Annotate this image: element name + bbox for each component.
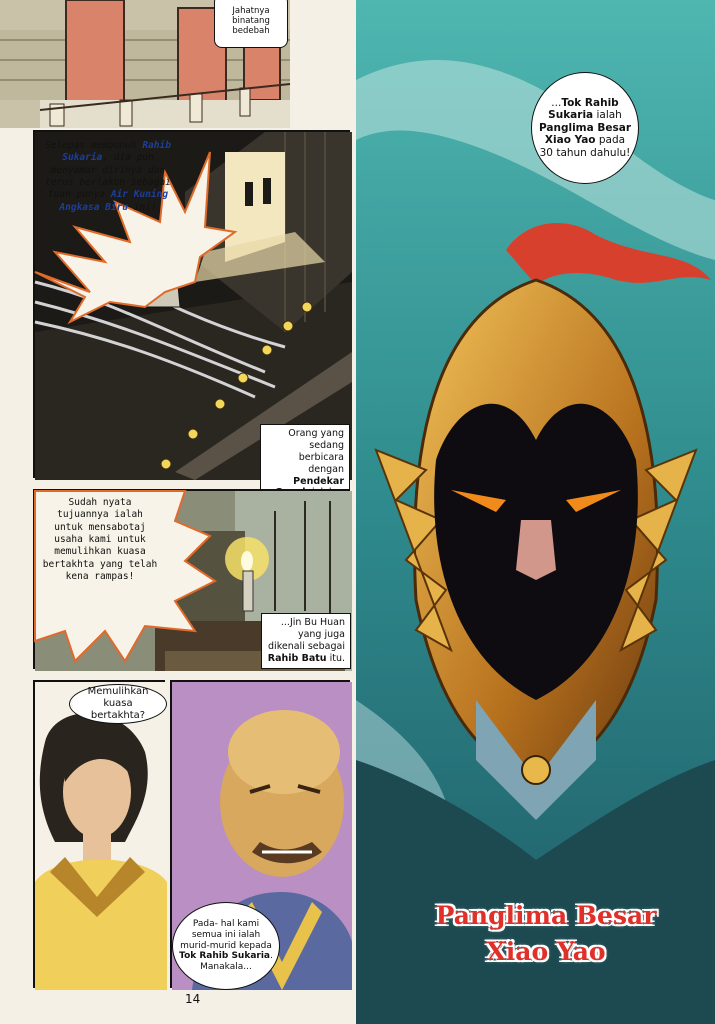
panel-shrine [33,489,350,669]
caption-text: Orang yang sedang berbicara dengan [288,428,344,475]
panel-young-hero [33,680,165,988]
narration-text: ini! [128,201,157,213]
narration-text: Selepas membunuh [45,140,137,151]
panel-corridor [33,130,350,487]
bubble-name: Tok Rahib Sukaria [179,951,270,962]
speech-bubble [69,684,167,724]
bubble-text: pada 30 tahun dahulu! [539,134,631,159]
bubble-text: ... [551,96,562,109]
bubble-text: Jahatnya binatang bedebah [232,5,270,37]
narration-name: Air Kuning Angkasa Biru [59,189,169,213]
title-line: Panglima Besar [435,901,657,930]
narration-text: , dia pun menyamar dirinya dan terus berlakon sebagai tuan punya [45,152,171,201]
bubble-text: . Manakala... [200,951,273,973]
narration-name: Rahib Sukaria [62,140,171,164]
caption-name: Pendekar [293,475,344,487]
panel-monk [170,680,350,988]
speech-bubble [172,902,280,990]
caption-text: itu. [326,652,345,664]
bubble-text: Pada- hal kami semua ini ialah murid-murid kepada [180,919,272,951]
caption-text: yang juga dikenali sebagai [268,628,345,652]
dialogue-burst [41,497,159,583]
bubble-text: ialah [593,109,622,122]
young-hero-illustration [35,682,167,990]
speech-bubble [531,72,639,184]
caption-text: ...Jin Bu Huan [280,617,345,628]
burst-text: Sudah nyata tujuannya ialah untuk mensabotaj usaha kami untuk memulihkan kuasa bertakhta yang telah kena rampas! [42,497,158,583]
panel-throne-room [0,0,290,128]
splash-title [396,898,696,971]
caption-name: Rahib Batu [267,652,327,664]
speech-bubble [214,0,288,48]
bubble-name: Tok Rahib Sukaria [548,96,619,122]
splash-panel [356,0,715,1024]
page-number: 14 [185,992,201,1006]
title-line: Xiao Yao [486,937,606,967]
warlord-illustration [356,0,715,1024]
bubble-name: Panglima Besar Xiao Yao [538,121,631,147]
narration-burst [43,140,173,214]
bubble-text: Memulihkan kuasa bertakhta? [87,686,149,721]
caption-box [261,613,351,669]
